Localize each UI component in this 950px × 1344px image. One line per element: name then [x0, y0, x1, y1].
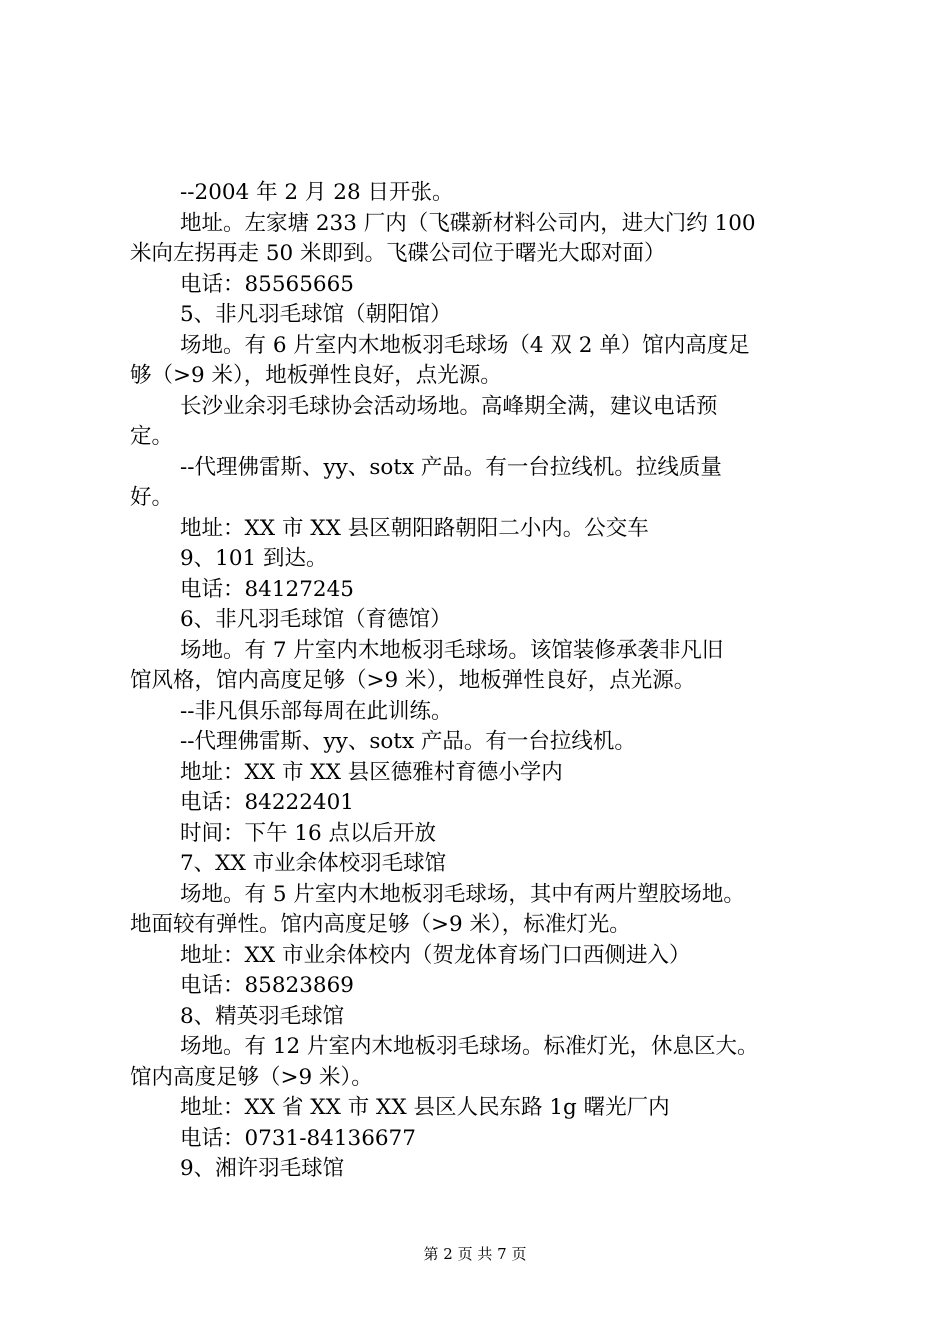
- text-line: --2004 年 2 月 28 日开张。: [180, 180, 454, 205]
- text-line: 长沙业余羽毛球协会活动场地。高峰期全满，建议电话预: [180, 393, 718, 419]
- text-line: --非凡俱乐部每周在此训练。: [180, 698, 453, 724]
- section-heading: 8、精英羽毛球馆: [180, 1003, 345, 1029]
- text-line: 好。: [130, 485, 174, 510]
- text-line: 地面较有弹性。馆内高度足够（>9 米），标准灯光。: [130, 912, 631, 937]
- text-line: 电话：84127245: [180, 576, 354, 602]
- text-line: 电话：0731-84136677: [180, 1125, 416, 1151]
- text-line: 定。: [130, 424, 174, 449]
- text-line: 地址。左家塘 233 厂内（飞碟新材料公司内，进大门约 100: [180, 210, 756, 236]
- text-line: 米向左拐再走 50 米即到。飞碟公司位于曙光大邸对面）: [130, 241, 666, 266]
- text-line: 地址：XX 市业余体校内（贺龙体育场门口西侧进入）: [180, 942, 691, 968]
- text-line: --代理佛雷斯、yy、sotx 产品。有一台拉线机。: [180, 729, 636, 754]
- text-line: --代理佛雷斯、yy、sotx 产品。有一台拉线机。拉线质量: [180, 454, 722, 480]
- text-line: 时间：下午 16 点以后开放: [180, 820, 437, 846]
- text-line: 地址：XX 市 XX 县区朝阳路朝阳二小内。公交车: [180, 515, 649, 541]
- text-line: 馆内高度足够（>9 米）。: [130, 1064, 373, 1090]
- text-line: 场地。有 12 片室内木地板羽毛球场。标准灯光，休息区大。: [180, 1034, 759, 1059]
- section-heading: 6、非凡羽毛球馆（育德馆）: [180, 607, 452, 632]
- text-line: 电话：85565665: [180, 271, 354, 297]
- text-line: 地址：XX 市 XX 县区德雅村育德小学内: [180, 759, 563, 785]
- section-heading: 5、非凡羽毛球馆（朝阳馆）: [180, 302, 452, 327]
- text-line: 电话：84222401: [180, 790, 354, 815]
- section-heading: 9、湘许羽毛球馆: [180, 1156, 345, 1181]
- section-heading: 7、XX 市业余体校羽毛球馆: [180, 851, 447, 876]
- text-line: 地址：XX 省 XX 市 XX 县区人民东路 1g 曙光厂内: [180, 1095, 670, 1120]
- page-number-label: 第 2 页 共 7 页: [423, 1245, 527, 1263]
- text-line: 馆风格，馆内高度足够（>9 米），地板弹性良好，点光源。: [130, 668, 696, 693]
- text-line: 场地。有 7 片室内木地板羽毛球场。该馆装修承袭非凡旧: [180, 637, 724, 663]
- text-line: 9、101 到达。: [180, 546, 328, 571]
- page-footer: [0, 1244, 950, 1264]
- text-line: 够（>9 米），地板弹性良好，点光源。: [130, 363, 502, 388]
- text-line: 场地。有 6 片室内木地板羽毛球场（4 双 2 单）馆内高度足: [180, 332, 750, 358]
- document-body: [130, 178, 838, 1185]
- text-line: 场地。有 5 片室内木地板羽毛球场，其中有两片塑胶场地。: [180, 881, 745, 907]
- text-line: 电话：85823869: [180, 973, 354, 998]
